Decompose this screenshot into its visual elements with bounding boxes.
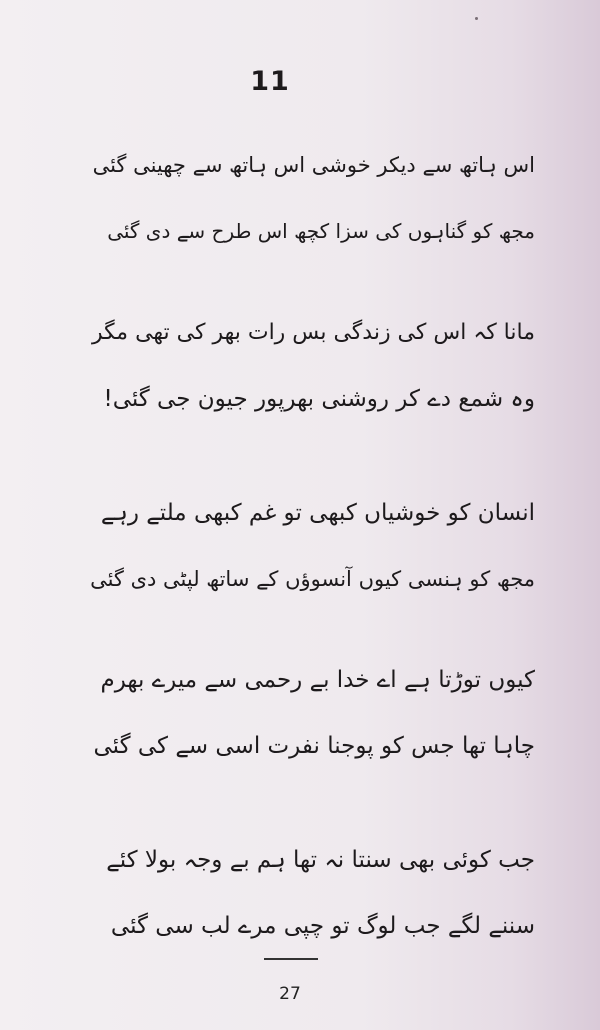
stanza: [90, 480, 535, 612]
end-divider: [264, 958, 318, 960]
verse-line: اس ہاتھ سے دیکر خوشی اس ہاتھ سے چھینی گئی: [92, 153, 535, 177]
stanza: [90, 300, 535, 432]
paper-speck: [475, 17, 478, 20]
page-number: 27: [279, 984, 301, 1004]
verse-line: چاہا تھا جس کو پوجنا نفرت اسی سے کی گئی: [93, 733, 535, 759]
verse-line: مانا کہ اس کی زندگی بس رات بھر کی تھی مگر: [92, 320, 535, 345]
verse-line: کیوں توڑتا ہے اے خدا بے رحمی سے میرے بھرم: [100, 667, 535, 693]
stanza: [90, 827, 535, 959]
verse-line: جب کوئی بھی سنتا نہ تھا ہم بے وجہ بولا کئے: [106, 847, 535, 873]
verse-line: مجھ کو گناہوں کی سزا کچھ اس طرح سے دی گئی: [107, 219, 535, 243]
stanza: [90, 647, 535, 779]
verse-line: وہ شمع دے کر روشنی بھرپور جیون جی گئی!: [103, 386, 535, 412]
verse-line: انسان کو خوشیاں کبھی تو غم کبھی ملتے رہے: [100, 500, 535, 526]
verse-line: مجھ کو ہنسی کیوں آنسوؤں کے ساتھ لپٹی دی گئی: [90, 567, 535, 591]
verse-line: سننے لگے جب لوگ تو چپی مرے لب سی گئی: [110, 913, 535, 939]
poem-number: 11: [250, 66, 290, 97]
stanza: [90, 132, 535, 264]
